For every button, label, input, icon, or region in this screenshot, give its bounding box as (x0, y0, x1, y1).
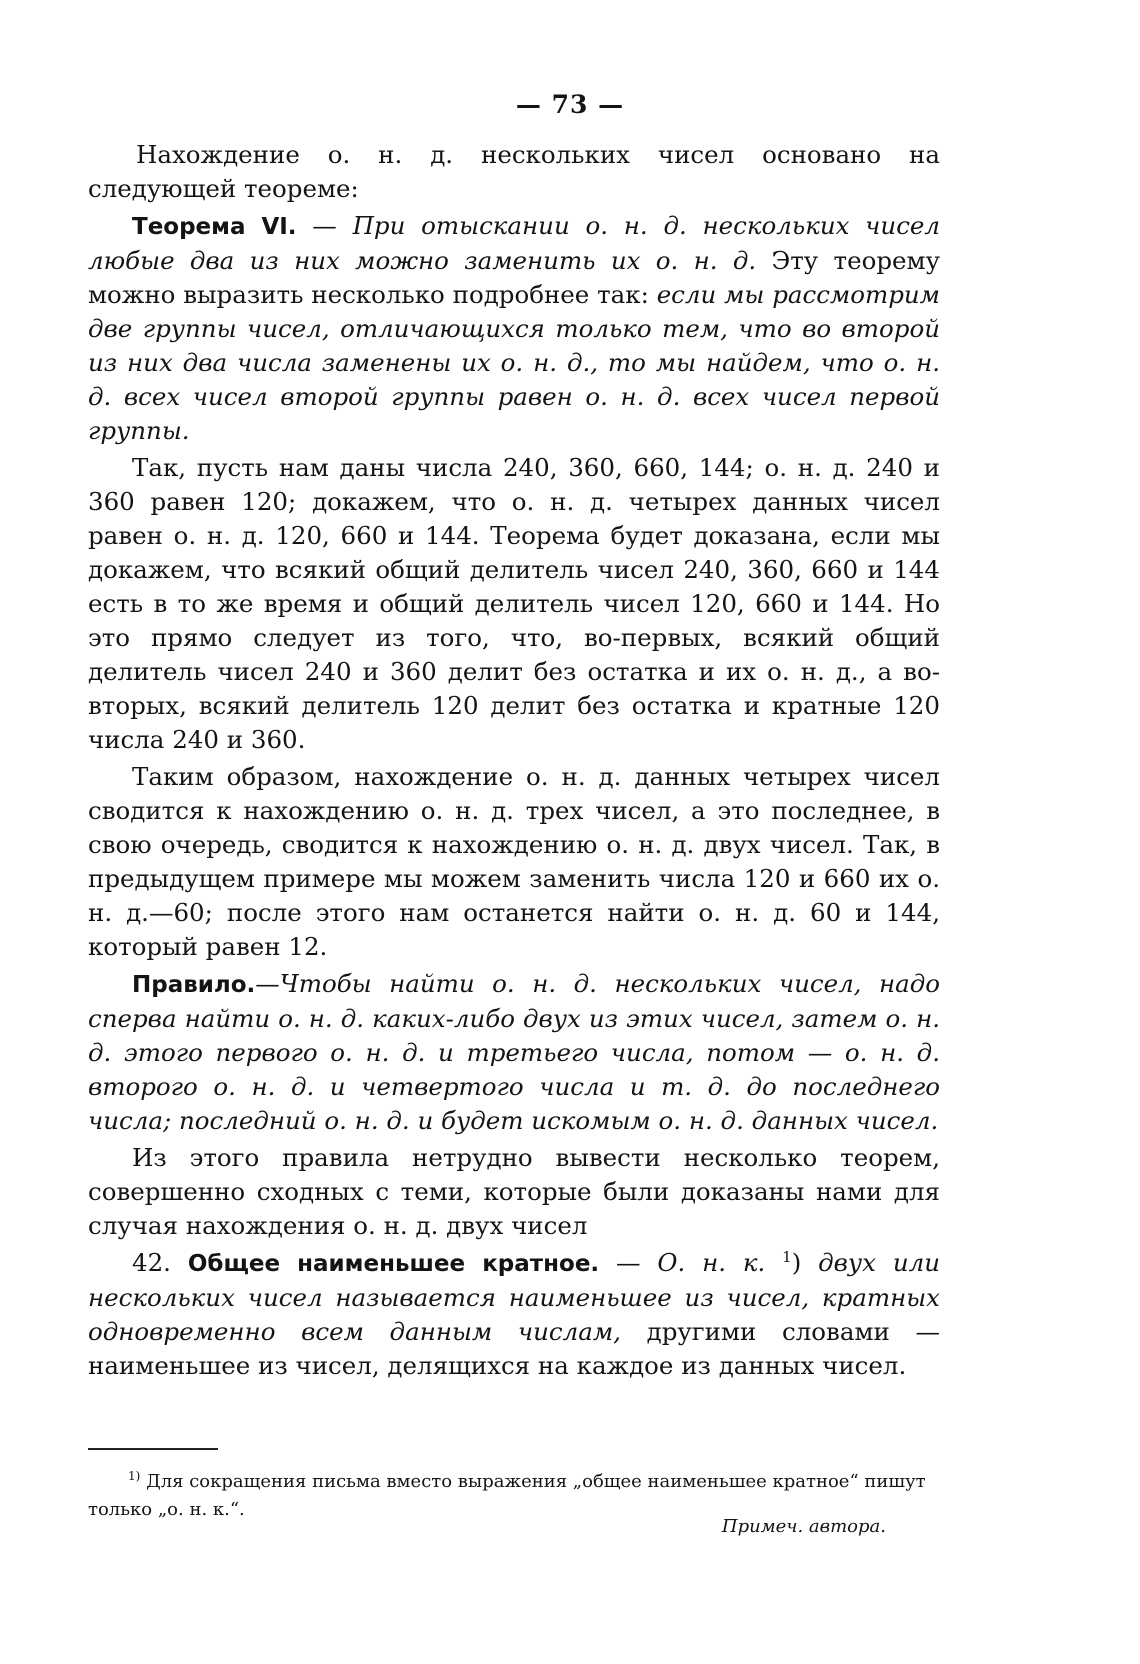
paragraph-intro: Нахождение о. н. д. нескольких чисел основано на следующей теореме: (88, 140, 940, 203)
theorem-statement: При отыскании о. н. д. нескольких чисел любые два из них можно заменить их о. н. д. (88, 211, 941, 275)
lcm-rephrase: другими словами — наименьшее из чисел, делящихся на каждое из данных чисел. (88, 1317, 940, 1380)
footnote-text: Для сокращения письма вместо выражения „общее наименьшее кратное“ пишут только „о. н. к.“. (88, 1471, 926, 1520)
paragraph-proof: Так, пусть нам даны числа 240, 360, 660, 144; о. н. д. 240 и 360 равен 120; докажем, что о. н. д. четырех данных чисел равен о. н. д. 120, 660 и 144. Теорема будет доказана, если мы докажем, что всякий общий делитель чисел 240, 360, 660 и 144 есть в то же время и общий делитель чисел 120, 660 и 144. Но это прямо следует из того, что, во-первых, всякий общий делитель чисел 240 и 360 делит без остатка и их о. н. д., а во-вторых, всякий делитель 120 делит без остатка и кратные 120 числа 240 и 360. (88, 453, 940, 754)
lcm-abbreviation: О. н. к. (657, 1248, 766, 1277)
footnote-rule (88, 1448, 218, 1450)
lcm-dash: — (599, 1248, 658, 1277)
lcm-heading: Общее наименьшее кратное. (187, 1251, 600, 1277)
paragraph-consequence: Из этого правила нетрудно вывести несколько теорем, совершенно сходных с теми, которые были доказаны нами для случая нахождения о. н. д. двух чисел (88, 1143, 940, 1240)
lcm-definition: двух или нескольких чисел называется наименьшее из чисел, кратных одновременно всем данным числам, (88, 1248, 940, 1346)
theorem-rephrase-lead: Эту теорему можно выразить несколько подробнее так: (88, 246, 941, 309)
paragraph-rule (88, 967, 940, 1138)
rule-text: Чтобы найти о. н. д. нескольких чисел, надо сперва найти о. н. д. каких-либо двух из этих чисел, затем о. н. д. этого первого о. н. д. и третьего числа, потом — о. н. д. второго о. н. д. и четвертого числа и т. д. до последнего числа; последний о. н. д. и будет искомым о. н. д. данных чисел. (88, 969, 940, 1135)
paragraph-theorem (88, 209, 940, 448)
footnote (88, 1462, 940, 1524)
paragraph-lcm: 42. Общее наименьшее кратное. — О. н. к. $^1$) двух или нескольких чисел называется наименьшее из чисел, кратных одновременно всем данным числам, другими словами — наименьшее из чисел, делящихся на каждое из данных чисел. (88, 1247, 940, 1380)
rule-heading: Правило. (132, 972, 256, 998)
page-number: — 73 — (515, 90, 625, 119)
footnote-number: 1) (128, 1469, 141, 1483)
theorem-rephrase: если мы рассмотрим две группы чисел, отличающихся только тем, что во второй из них два числа заменены их о. н. д., то мы найдем, что о. н. д. всех чисел второй группы равен о. н. д. всех чисел первой группы. (88, 280, 940, 445)
footnote-marker: 1 (782, 1247, 792, 1266)
theorem-heading: Теорема VI. (132, 214, 297, 240)
main-text (88, 138, 940, 1386)
theorem-dash: — (296, 211, 353, 240)
footnote-author-note: Примеч. автора. (721, 1516, 886, 1537)
section-number: 42. (132, 1248, 171, 1277)
rule-dash: — (255, 969, 280, 998)
paragraph-reduction: Таким образом, нахождение о. н. д. данных четырех чисел сводится к нахождению о. н. д. трех чисел, а это последнее, в свою очередь, сводится к нахождению о. н. д. двух чисел. Так, в предыдущем примере мы можем заменить числа 120 и 660 их о. н. д.—60; после этого нам останется найти о. н. д. 60 и 144, который равен 12. (88, 762, 940, 961)
